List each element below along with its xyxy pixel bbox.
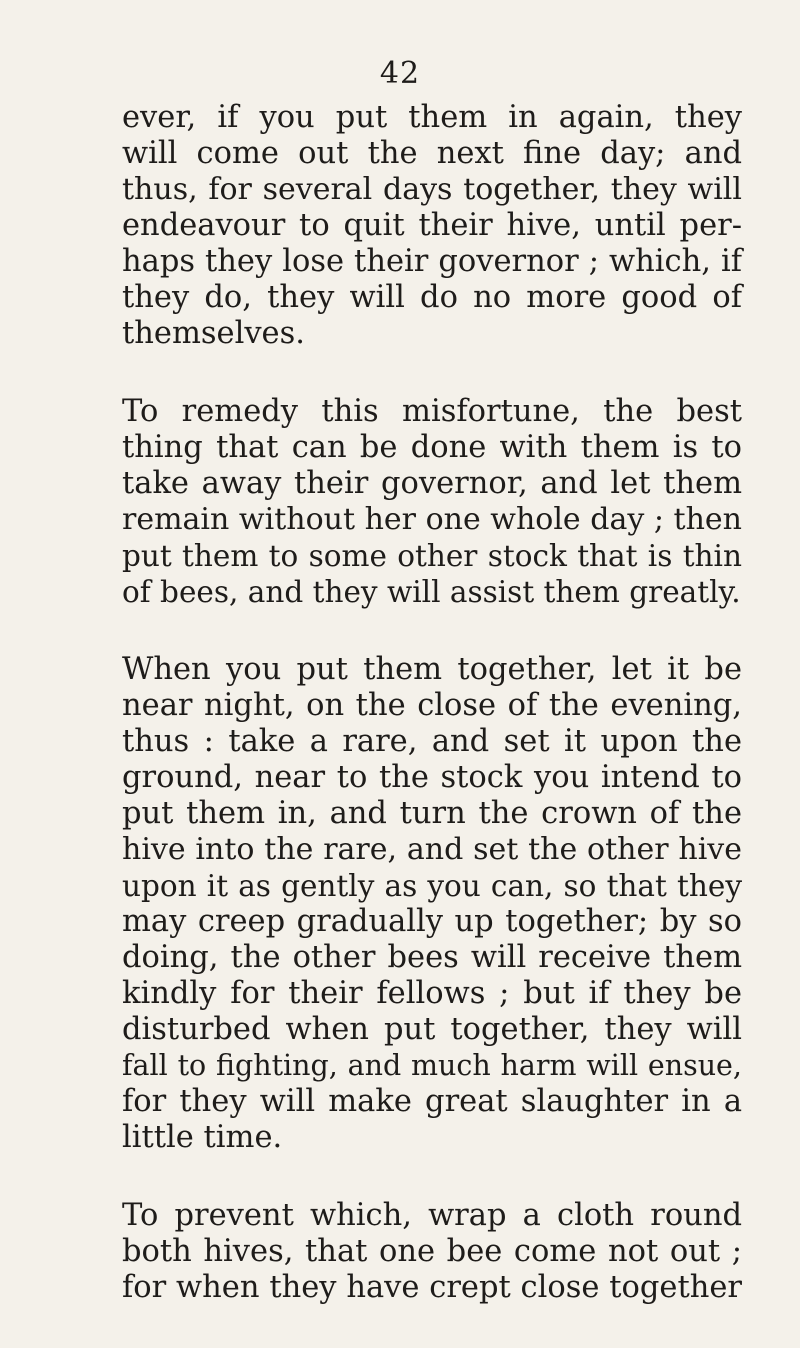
text-line: both hives, that one bee come not out ; (122, 1234, 742, 1269)
text-line: doing, the other bees will receive them (122, 940, 742, 975)
text-line: for when they have crept close together (122, 1270, 742, 1305)
text-line: fall to fighting, and much harm will ensue, (122, 1049, 742, 1082)
text-line: thus, for several days together, they will (122, 172, 742, 207)
text-line: hive into the rare, and set the other hive (122, 832, 742, 867)
paragraph (122, 652, 742, 1156)
paragraph (122, 394, 742, 610)
text-line: ground, near to the stock you intend to (122, 760, 742, 795)
text-line: of bees, and they will assist them greatly. (122, 575, 741, 609)
text-line: may creep gradually up together; by so (122, 904, 742, 939)
text-line: disturbed when put together, they will (122, 1012, 742, 1047)
text-line: endeavour to quit their hive, until per- (122, 208, 742, 243)
text-line: ever, if you put them in again, they (122, 100, 742, 135)
text-line: When you put them together, let it be (122, 652, 742, 687)
text-line: upon it as gently as you can, so that they (122, 869, 742, 903)
paragraph (122, 100, 742, 352)
text-line: will come out the next fine day; and (122, 136, 742, 171)
text-line: To prevent which, wrap a cloth round (122, 1198, 742, 1233)
paragraph (122, 1198, 742, 1306)
text-line: put them to some other stock that is thin (122, 539, 742, 573)
text-line: put them in, and turn the crown of the (122, 796, 742, 831)
text-line: they do, they will do no more good of (122, 280, 742, 315)
text-line: thus : take a rare, and set it upon the (122, 724, 742, 759)
text-line: kindly for their fellows ; but if they be (122, 976, 742, 1011)
body-text (122, 100, 742, 1348)
text-line: remain without her one whole day ; then (122, 502, 742, 537)
text-line: themselves. (122, 316, 305, 351)
text-line: little time. (122, 1120, 283, 1155)
text-line: near night, on the close of the evening, (122, 688, 742, 723)
text-line: To remedy this misfortune, the best (122, 394, 742, 429)
text-line: take away their governor, and let them (122, 466, 742, 501)
text-line: haps they lose their governor ; which, if (122, 244, 742, 279)
text-line: thing that can be done with them is to (122, 430, 742, 465)
page-number: 42 (379, 56, 421, 91)
text-line: for they will make great slaughter in a (122, 1084, 742, 1119)
